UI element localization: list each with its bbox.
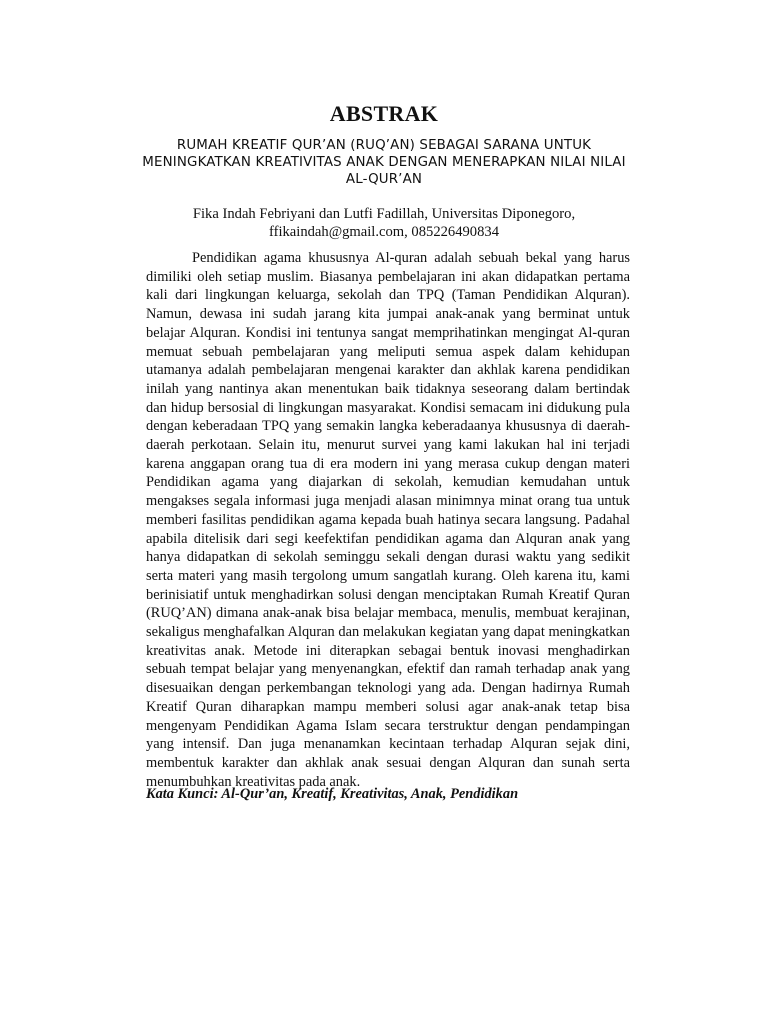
author-contact: ffikaindah@gmail.com, 085226490834 — [268, 224, 499, 240]
author-names: Fika Indah Febriyani dan Lutfi Fadillah, Universitas Diponegoro, — [192, 206, 576, 222]
abstract-body: Pendidikan agama khususnya Al-quran adalah sebuah bekal yang harus dimiliki oleh setiap muslim. Biasanya pembelajaran ini akan didapatkan pertama kali dari lingkungan keluarga, sekolah dan TPQ (Taman Pendidikan Alquran). Namun, dewasa ini sudah jarang kita jumpai anak-anak yang berminat untuk belajar Alquran. Kondisi ini tentunya sangat memprihatinkan mengingat Al-quran memuat sebuah pembelajaran yang meliputi semua aspek dalam kehidupan utamanya adalah pembelajaran mengenai karakter dan akhlak karena pendidikan inilah yang nantinya akan menentukan baik tidaknya seseorang dalam bertindak dan hidup bersosial di lingkungan masyarakat. Kondisi semacam ini didukung pula dengan keberadaan TPQ yang semakin langka keberadaanya khususnya di daerah-daerah perkotaan. Selain itu, menurut survei yang kami lakukan hal ini terjadi karena anggapan orang tua di era modern ini yang merasa cukup dengan materi Pendidikan agama yang diajarkan di sekolah, kemudian kemudahan untuk mengakses segala informasi juga menjadi alasan minimnya minat orang tua untuk memberi fasilitas pendidikan agama kepada buah hatinya secara langsung. Padahal apabila ditelisik dari segi keefektifan pendidikan agama dan Alquran anak yang hanya didapatkan di sekolah seminggu sekali dengan durasi waktu yang sedikit serta materi yang masih tergolong umum sangatlah kurang. Oleh karena itu, kami berinisiatif untuk menghadirkan solusi dengan menciptakan Rumah Kreatif Quran (RUQ’AN) dimana anak-anak bisa belajar membaca, menulis, membuat kerajinan, sekaligus menghafalkan Alquran dan melakukan kegiatan yang dapat meningkatkan kreativitas anak. Metode ini diterapkan sebagai bentuk inovasi menghadirkan sebuah tempat belajar yang menyenangkan, efektif dan ramah terhadap anak yang disesuaikan dengan perkembangan teknologi yang ada. Dengan hadirnya Rumah Kreatif Quran diharapkan mampu memberi solusi agar anak-anak tetap bisa mengenyam Pendidikan Agama Islam secara terstruktur dengan pendampingan yang intensif. Dan juga menanamkan kecintaan terhadap Alquran sejak dini, membentuk karakter dan akhlak anak sesuai dengan Alquran dan sunah serta menumbuhkan kreativitas pada anak. — [146, 250, 630, 790]
abstract-heading: ABSTRAK — [329, 101, 439, 126]
paper-title: RUMAH KREATIF QUR’AN (RUQ’AN) SEBAGAI SARANA UNTUK MENINGKATKAN KREATIVITAS ANAK DENGAN MENERAPKAN NILAI NILAI AL-QUR’AN — [142, 138, 626, 187]
author-info — [140, 205, 628, 241]
keywords-line: Kata Kunci: Al-Qur’an, Kreatif, Kreativitas, Anak, Pendidikan — [146, 786, 519, 802]
